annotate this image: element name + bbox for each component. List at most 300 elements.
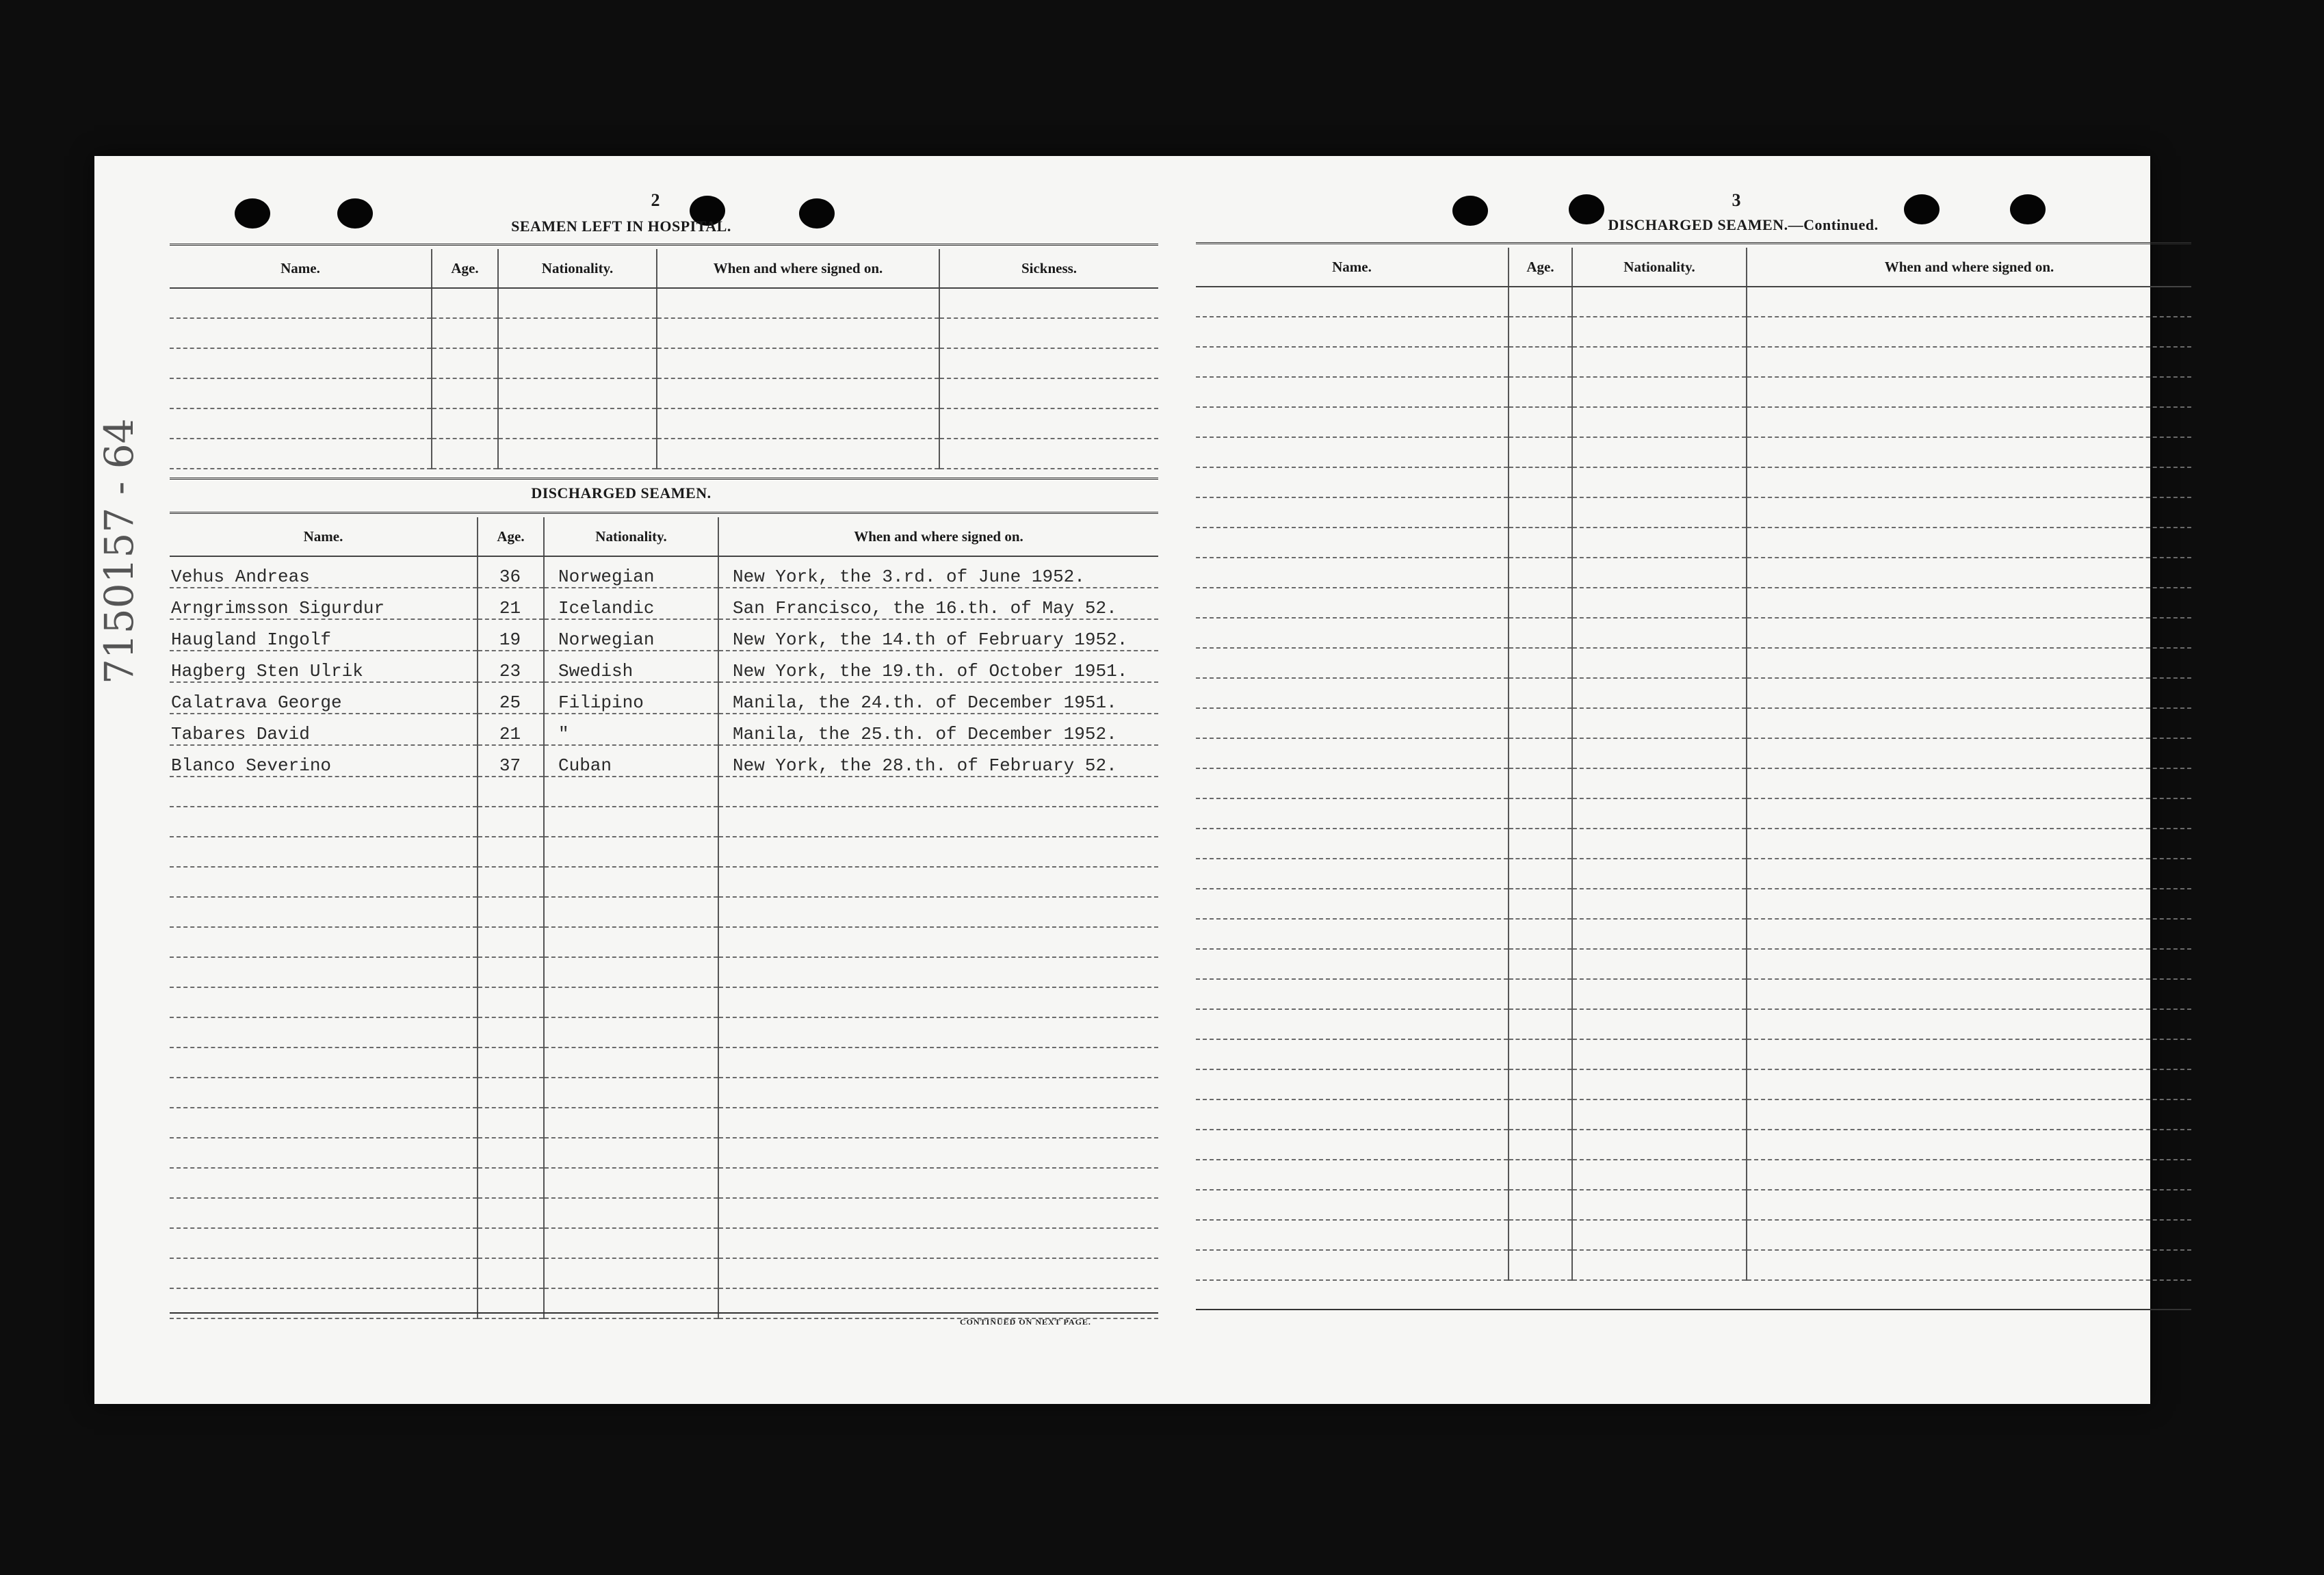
right-page-title bbox=[1456, 216, 2031, 234]
blank-cell bbox=[1196, 407, 1509, 437]
hospital-section-title: SEAMEN LEFT IN HOSPITAL. bbox=[511, 218, 731, 235]
blank-cell bbox=[718, 1047, 1158, 1078]
blank-cell bbox=[1747, 618, 2191, 648]
seaman-signed-on: New York, the 3.rd. of June 1952. bbox=[718, 556, 1158, 588]
blank-cell bbox=[939, 348, 1158, 378]
blank-cell bbox=[544, 1168, 718, 1198]
blank-cell bbox=[718, 897, 1158, 927]
blank-cell bbox=[544, 1258, 718, 1288]
blank-cell bbox=[939, 439, 1158, 469]
blank-cell bbox=[1509, 1009, 1572, 1039]
col-age: Age. bbox=[478, 517, 544, 556]
table-row bbox=[170, 1108, 1158, 1138]
blank-cell bbox=[718, 867, 1158, 897]
seaman-nationality: Filipino bbox=[544, 682, 718, 714]
seaman-nationality: Norwegian bbox=[544, 556, 718, 588]
blank-cell bbox=[718, 1228, 1158, 1258]
table-row bbox=[1196, 738, 2191, 768]
left-page bbox=[170, 156, 1158, 1404]
blank-cell bbox=[1196, 287, 1509, 317]
blank-cell bbox=[1509, 1190, 1572, 1220]
seaman-age: 23 bbox=[478, 651, 544, 682]
blank-cell bbox=[498, 378, 657, 408]
blank-cell bbox=[1196, 317, 1509, 347]
blank-cell bbox=[1196, 738, 1509, 768]
table-row bbox=[170, 987, 1158, 1017]
blank-cell bbox=[544, 1138, 718, 1168]
blank-cell bbox=[170, 867, 478, 897]
table-row bbox=[170, 1017, 1158, 1047]
title-suffix: —Continued. bbox=[1788, 216, 1879, 233]
blank-cell bbox=[170, 807, 478, 837]
blank-cell bbox=[498, 318, 657, 348]
blank-cell bbox=[1572, 1039, 1747, 1069]
blank-cell bbox=[1747, 1250, 2191, 1280]
blank-cell bbox=[718, 1108, 1158, 1138]
blank-cell bbox=[718, 1258, 1158, 1288]
blank-cell bbox=[1747, 377, 2191, 407]
blank-cell bbox=[1196, 1130, 1509, 1160]
seaman-nationality: Icelandic bbox=[544, 588, 718, 619]
footer-rule bbox=[1196, 1309, 2191, 1310]
blank-cell bbox=[1196, 768, 1509, 798]
blank-cell bbox=[1572, 979, 1747, 1009]
right-page bbox=[1196, 156, 2191, 1404]
seaman-age: 19 bbox=[478, 619, 544, 651]
blank-cell bbox=[1572, 437, 1747, 467]
blank-cell bbox=[1509, 678, 1572, 708]
blank-cell bbox=[478, 1228, 544, 1258]
seaman-nationality: " bbox=[544, 714, 718, 745]
blank-cell bbox=[657, 348, 939, 378]
page-number: 3 bbox=[1732, 190, 1741, 210]
blank-cell bbox=[478, 1017, 544, 1047]
table-row bbox=[170, 556, 1158, 588]
col-name: Name. bbox=[1196, 248, 1509, 287]
blank-cell bbox=[1196, 859, 1509, 889]
table-row bbox=[170, 378, 1158, 408]
blank-cell bbox=[1196, 1009, 1509, 1039]
continued-header-row bbox=[1196, 248, 2191, 287]
blank-cell bbox=[1572, 1099, 1747, 1130]
blank-cell bbox=[1509, 738, 1572, 768]
blank-cell bbox=[1196, 949, 1509, 979]
blank-cell bbox=[1196, 1099, 1509, 1130]
blank-cell bbox=[1747, 467, 2191, 497]
blank-cell bbox=[1572, 497, 1747, 528]
blank-cell bbox=[170, 1288, 478, 1318]
blank-cell bbox=[1747, 919, 2191, 949]
blank-cell bbox=[1747, 497, 2191, 528]
blank-cell bbox=[478, 777, 544, 807]
table-row bbox=[170, 867, 1158, 897]
blank-cell bbox=[544, 897, 718, 927]
blank-cell bbox=[1196, 1039, 1509, 1069]
col-signed-on: When and where signed on. bbox=[1747, 248, 2191, 287]
blank-cell bbox=[1572, 1220, 1747, 1250]
blank-cell bbox=[1509, 859, 1572, 889]
blank-cell bbox=[1196, 829, 1509, 859]
blank-cell bbox=[1196, 1069, 1509, 1099]
seaman-name: Arngrimsson Sigurdur bbox=[170, 588, 478, 619]
blank-cell bbox=[1572, 287, 1747, 317]
table-row bbox=[170, 714, 1158, 745]
blank-cell bbox=[1572, 377, 1747, 407]
table-row bbox=[1196, 558, 2191, 588]
blank-cell bbox=[1572, 919, 1747, 949]
blank-cell bbox=[1509, 437, 1572, 467]
col-nationality: Nationality. bbox=[498, 249, 657, 288]
blank-cell bbox=[170, 897, 478, 927]
blank-cell bbox=[1509, 979, 1572, 1009]
blank-cell bbox=[1509, 618, 1572, 648]
blank-cell bbox=[718, 1168, 1158, 1198]
table-row bbox=[1196, 949, 2191, 979]
blank-cell bbox=[1196, 1160, 1509, 1190]
blank-cell bbox=[1747, 708, 2191, 738]
document-sheet bbox=[94, 156, 2150, 1404]
blank-cell bbox=[657, 408, 939, 439]
blank-cell bbox=[1747, 1220, 2191, 1250]
blank-cell bbox=[1196, 618, 1509, 648]
blank-cell bbox=[1196, 708, 1509, 738]
blank-cell bbox=[1196, 347, 1509, 377]
blank-cell bbox=[170, 987, 478, 1017]
blank-cell bbox=[1747, 678, 2191, 708]
table-row bbox=[170, 588, 1158, 619]
seaman-age: 25 bbox=[478, 682, 544, 714]
page-number: 2 bbox=[651, 190, 660, 210]
blank-cell bbox=[1747, 648, 2191, 678]
table-row bbox=[1196, 829, 2191, 859]
table-row bbox=[1196, 618, 2191, 648]
blank-cell bbox=[1196, 588, 1509, 618]
header-rule bbox=[170, 244, 1158, 246]
blank-cell bbox=[1509, 1099, 1572, 1130]
seaman-signed-on: New York, the 28.th. of February 52. bbox=[718, 745, 1158, 777]
blank-cell bbox=[478, 867, 544, 897]
blank-cell bbox=[1572, 949, 1747, 979]
blank-cell bbox=[939, 408, 1158, 439]
table-row bbox=[1196, 1009, 2191, 1039]
blank-cell bbox=[170, 927, 478, 957]
blank-cell bbox=[1509, 1250, 1572, 1280]
blank-cell bbox=[657, 378, 939, 408]
blank-cell bbox=[170, 1228, 478, 1258]
table-row bbox=[170, 837, 1158, 867]
table-row bbox=[170, 288, 1158, 318]
blank-cell bbox=[1196, 798, 1509, 829]
blank-cell bbox=[478, 987, 544, 1017]
blank-cell bbox=[478, 807, 544, 837]
blank-cell bbox=[1196, 648, 1509, 678]
seaman-name: Haugland Ingolf bbox=[170, 619, 478, 651]
blank-cell bbox=[432, 288, 498, 318]
blank-cell bbox=[939, 318, 1158, 348]
table-row bbox=[1196, 437, 2191, 467]
blank-cell bbox=[718, 1288, 1158, 1318]
blank-cell bbox=[939, 288, 1158, 318]
blank-cell bbox=[1509, 287, 1572, 317]
blank-cell bbox=[718, 837, 1158, 867]
table-row bbox=[1196, 1220, 2191, 1250]
blank-cell bbox=[1509, 919, 1572, 949]
blank-cell bbox=[1572, 738, 1747, 768]
blank-cell bbox=[498, 288, 657, 318]
blank-cell bbox=[1509, 558, 1572, 588]
table-row bbox=[1196, 708, 2191, 738]
blank-cell bbox=[170, 957, 478, 987]
blank-cell bbox=[1509, 798, 1572, 829]
col-signed-on: When and where signed on. bbox=[657, 249, 939, 288]
table-row bbox=[1196, 497, 2191, 528]
blank-cell bbox=[544, 1108, 718, 1138]
seaman-signed-on: Manila, the 25.th. of December 1952. bbox=[718, 714, 1158, 745]
table-row bbox=[1196, 347, 2191, 377]
blank-cell bbox=[1572, 1009, 1747, 1039]
blank-cell bbox=[1747, 588, 2191, 618]
discharged-table bbox=[170, 517, 1158, 1319]
blank-cell bbox=[718, 1078, 1158, 1108]
blank-cell bbox=[1572, 588, 1747, 618]
seaman-name: Tabares David bbox=[170, 714, 478, 745]
blank-cell bbox=[432, 378, 498, 408]
blank-cell bbox=[1572, 859, 1747, 889]
col-name: Name. bbox=[170, 517, 478, 556]
table-row bbox=[1196, 798, 2191, 829]
blank-cell bbox=[1747, 979, 2191, 1009]
blank-cell bbox=[170, 378, 432, 408]
blank-cell bbox=[1509, 588, 1572, 618]
blank-cell bbox=[1509, 407, 1572, 437]
blank-cell bbox=[478, 897, 544, 927]
table-row bbox=[170, 897, 1158, 927]
blank-cell bbox=[1572, 528, 1747, 558]
blank-cell bbox=[170, 1108, 478, 1138]
blank-cell bbox=[1196, 1190, 1509, 1220]
table-row bbox=[170, 682, 1158, 714]
seaman-signed-on: San Francisco, the 16.th. of May 52. bbox=[718, 588, 1158, 619]
seaman-name: Calatrava George bbox=[170, 682, 478, 714]
blank-cell bbox=[170, 318, 432, 348]
continued-table bbox=[1196, 248, 2191, 1281]
blank-cell bbox=[1572, 1069, 1747, 1099]
blank-cell bbox=[1509, 1039, 1572, 1069]
blank-cell bbox=[1196, 377, 1509, 407]
blank-cell bbox=[1747, 768, 2191, 798]
table-row bbox=[170, 619, 1158, 651]
blank-cell bbox=[1572, 1190, 1747, 1220]
title-main: DISCHARGED SEAMEN. bbox=[1608, 216, 1788, 233]
blank-cell bbox=[718, 927, 1158, 957]
blank-cell bbox=[544, 837, 718, 867]
blank-cell bbox=[1747, 407, 2191, 437]
seaman-age: 36 bbox=[478, 556, 544, 588]
blank-cell bbox=[1572, 798, 1747, 829]
blank-cell bbox=[1747, 287, 2191, 317]
blank-cell bbox=[657, 288, 939, 318]
blank-cell bbox=[478, 1168, 544, 1198]
table-row bbox=[1196, 889, 2191, 919]
blank-cell bbox=[170, 1258, 478, 1288]
table-row bbox=[170, 807, 1158, 837]
blank-cell bbox=[478, 957, 544, 987]
table-row bbox=[170, 1258, 1158, 1288]
table-row bbox=[170, 1288, 1158, 1318]
blank-cell bbox=[1747, 889, 2191, 919]
table-row bbox=[170, 439, 1158, 469]
table-row bbox=[1196, 919, 2191, 949]
seaman-name: Hagberg Sten Ulrik bbox=[170, 651, 478, 682]
seaman-nationality: Norwegian bbox=[544, 619, 718, 651]
blank-cell bbox=[718, 987, 1158, 1017]
blank-cell bbox=[432, 318, 498, 348]
blank-cell bbox=[170, 288, 432, 318]
table-row bbox=[170, 348, 1158, 378]
blank-cell bbox=[1572, 558, 1747, 588]
blank-cell bbox=[170, 439, 432, 469]
header-rule bbox=[1196, 242, 2191, 244]
blank-cell bbox=[1747, 798, 2191, 829]
col-nationality: Nationality. bbox=[1572, 248, 1747, 287]
blank-cell bbox=[1747, 437, 2191, 467]
table-row bbox=[1196, 1130, 2191, 1160]
blank-cell bbox=[544, 1047, 718, 1078]
seaman-name: Blanco Severino bbox=[170, 745, 478, 777]
table-row bbox=[1196, 1160, 2191, 1190]
seaman-nationality: Cuban bbox=[544, 745, 718, 777]
seaman-age: 37 bbox=[478, 745, 544, 777]
blank-cell bbox=[1509, 949, 1572, 979]
blank-cell bbox=[1572, 1160, 1747, 1190]
col-signed-on: When and where signed on. bbox=[718, 517, 1158, 556]
table-row bbox=[170, 927, 1158, 957]
table-row bbox=[1196, 1039, 2191, 1069]
blank-cell bbox=[544, 777, 718, 807]
blank-cell bbox=[1572, 407, 1747, 437]
blank-cell bbox=[170, 1017, 478, 1047]
seaman-signed-on: New York, the 19.th. of October 1951. bbox=[718, 651, 1158, 682]
footer-rule bbox=[170, 1312, 1158, 1314]
blank-cell bbox=[939, 378, 1158, 408]
table-row bbox=[1196, 377, 2191, 407]
blank-cell bbox=[544, 1228, 718, 1258]
blank-cell bbox=[1747, 1099, 2191, 1130]
blank-cell bbox=[657, 318, 939, 348]
table-row bbox=[170, 651, 1158, 682]
blank-cell bbox=[544, 1078, 718, 1108]
blank-cell bbox=[1747, 1160, 2191, 1190]
hospital-table bbox=[170, 249, 1158, 469]
blank-cell bbox=[1196, 467, 1509, 497]
blank-cell bbox=[718, 1138, 1158, 1168]
seaman-signed-on: New York, the 14.th of February 1952. bbox=[718, 619, 1158, 651]
blank-cell bbox=[1572, 618, 1747, 648]
table-row bbox=[1196, 768, 2191, 798]
blank-cell bbox=[478, 1258, 544, 1288]
col-age: Age. bbox=[432, 249, 498, 288]
blank-cell bbox=[1196, 437, 1509, 467]
blank-cell bbox=[1509, 1130, 1572, 1160]
blank-cell bbox=[478, 837, 544, 867]
blank-cell bbox=[170, 408, 432, 439]
section-rule bbox=[170, 512, 1158, 514]
col-nationality: Nationality. bbox=[544, 517, 718, 556]
table-row bbox=[170, 1138, 1158, 1168]
table-row bbox=[170, 1228, 1158, 1258]
blank-cell bbox=[1572, 317, 1747, 347]
blank-cell bbox=[1747, 1069, 2191, 1099]
blank-cell bbox=[1196, 558, 1509, 588]
blank-cell bbox=[498, 439, 657, 469]
continued-note: CONTINUED ON NEXT PAGE. bbox=[960, 1317, 1091, 1327]
blank-cell bbox=[1572, 889, 1747, 919]
blank-cell bbox=[1747, 829, 2191, 859]
blank-cell bbox=[1747, 317, 2191, 347]
blank-cell bbox=[1196, 1220, 1509, 1250]
table-row bbox=[1196, 528, 2191, 558]
seaman-nationality: Swedish bbox=[544, 651, 718, 682]
table-row bbox=[1196, 1099, 2191, 1130]
table-row bbox=[170, 1047, 1158, 1078]
blank-cell bbox=[170, 1198, 478, 1228]
blank-cell bbox=[170, 348, 432, 378]
blank-cell bbox=[1747, 558, 2191, 588]
blank-cell bbox=[478, 1047, 544, 1078]
blank-cell bbox=[1747, 949, 2191, 979]
blank-cell bbox=[1509, 528, 1572, 558]
blank-cell bbox=[1747, 1190, 2191, 1220]
table-row bbox=[170, 957, 1158, 987]
blank-cell bbox=[432, 439, 498, 469]
table-row bbox=[1196, 678, 2191, 708]
blank-cell bbox=[544, 987, 718, 1017]
table-row bbox=[170, 1078, 1158, 1108]
discharged-section-title: DISCHARGED SEAMEN. bbox=[531, 484, 711, 502]
blank-cell bbox=[1196, 889, 1509, 919]
blank-cell bbox=[478, 1198, 544, 1228]
blank-cell bbox=[498, 348, 657, 378]
blank-cell bbox=[1747, 1009, 2191, 1039]
blank-cell bbox=[1509, 497, 1572, 528]
blank-cell bbox=[170, 777, 478, 807]
table-row bbox=[1196, 648, 2191, 678]
blank-cell bbox=[170, 1138, 478, 1168]
blank-cell bbox=[718, 1198, 1158, 1228]
table-row bbox=[1196, 287, 2191, 317]
blank-cell bbox=[1509, 829, 1572, 859]
table-row bbox=[1196, 1250, 2191, 1280]
blank-cell bbox=[1509, 1069, 1572, 1099]
table-row bbox=[1196, 588, 2191, 618]
blank-cell bbox=[1509, 317, 1572, 347]
handwritten-margin-note: 7150157 - 64 bbox=[96, 418, 142, 684]
blank-cell bbox=[657, 439, 939, 469]
blank-cell bbox=[432, 348, 498, 378]
blank-cell bbox=[498, 408, 657, 439]
blank-cell bbox=[478, 1078, 544, 1108]
section-rule bbox=[170, 478, 1158, 480]
hospital-header-row bbox=[170, 249, 1158, 288]
blank-cell bbox=[718, 777, 1158, 807]
blank-cell bbox=[544, 957, 718, 987]
blank-cell bbox=[544, 867, 718, 897]
blank-cell bbox=[1572, 648, 1747, 678]
blank-cell bbox=[1572, 829, 1747, 859]
table-row bbox=[1196, 1069, 2191, 1099]
blank-cell bbox=[1196, 979, 1509, 1009]
blank-cell bbox=[1509, 347, 1572, 377]
